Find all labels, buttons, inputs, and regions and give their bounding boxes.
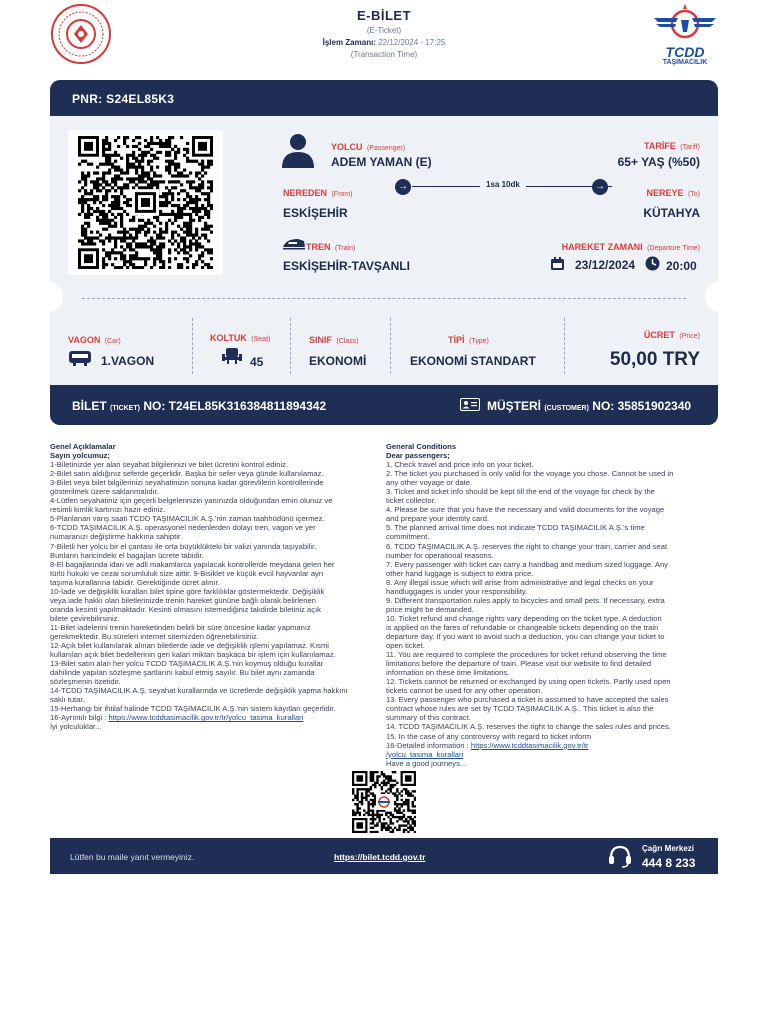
ticket-separator [82, 298, 686, 299]
logo-brand: TCDD [665, 44, 705, 60]
tariff-label-tr: TARİFE [643, 141, 676, 151]
condition-line: 6-TCDD TAŞIMACILIK A.Ş. operasyonel nedenlerden dolayı tren, vagon ve yer [50, 523, 316, 533]
type-value: EKONOMİ STANDART [410, 354, 536, 368]
no-reply-note: Lütfen bu maile yanıt vermeyiniz. [70, 852, 195, 862]
tcdd-logo [650, 2, 720, 68]
price-label [644, 325, 700, 343]
passenger-label-en: (Passenger) [366, 145, 406, 152]
column-divider [290, 318, 291, 374]
seat-label [210, 328, 270, 346]
conditions-turkish [50, 442, 370, 732]
to-value: KÜTAHYA [643, 206, 700, 220]
conditions-list [386, 460, 706, 750]
condition-line: limitations before the departure of train. Please visit our website to find detailed [386, 659, 652, 669]
condition-line: is applied on the fares of refundable or changeable tickets depending on the train [386, 622, 659, 632]
class-value: EKONOMİ [309, 354, 367, 368]
condition-line: any other voyage or date. [386, 478, 473, 488]
condition-line: 13. Every passenger who purchased a ticket is assumed to have accepted the sales [386, 695, 669, 705]
condition-line: türlü hukuki ve cezai sorumluluk size aittir. 9-Bisiklet ve küçük evcil hayvanlar ayrı [50, 568, 324, 578]
condition-line: 11-Bilet iadelerini trenin hareketinden belirli bir süre öncesine kadar yapmanız [50, 622, 311, 632]
ticket-label: BİLET [72, 399, 107, 413]
to-label-tr: NEREYE [646, 188, 684, 198]
wagon-label [68, 330, 121, 348]
small-qr-code [352, 771, 416, 833]
condition-line: commitment. [386, 532, 430, 542]
wagon-label-tr: VAGON [68, 335, 101, 345]
passenger-label-tr: YOLCU [331, 142, 363, 152]
rules-link-cont[interactable]: /yolcu_tasima_kurallari [386, 749, 464, 759]
tariff-label [644, 136, 700, 154]
conditions-subtitle: Dear passengers; [386, 451, 450, 461]
condition-line: 4. Please be sure that you have the necessary and valid documents for the voyage [386, 505, 665, 515]
id-card-icon [460, 398, 480, 411]
conditions-english [386, 442, 706, 768]
condition-line: 8. Any illegal issue which will arise from administrative and legal checks on your [386, 577, 654, 587]
from-label [283, 183, 352, 201]
column-divider [192, 318, 193, 374]
call-center-number[interactable]: 444 8 233 [642, 856, 696, 870]
from-label-tr: NEREDEN [283, 188, 328, 198]
condition-line: ticket collector. [386, 496, 436, 506]
clock-icon [645, 256, 660, 271]
condition-line: 16-Ayrıntılı bilgi : https://www.tcddtasimacilik.gov.tr/tr/yolcu_tasima_kurallari [50, 713, 304, 723]
condition-line: saklı tutar. [50, 695, 85, 705]
transaction-time [234, 38, 534, 47]
customer-number [487, 399, 691, 413]
seat-icon [221, 347, 243, 365]
condition-line: 12-Açık bilet kullanılarak alınan biletlerde iade ve değişiklik işlemi yapılamaz. Kısmi [50, 641, 329, 651]
tcdd-logo-icon [652, 2, 718, 42]
condition-line: gerekmektedir. Bu süreleri internet sitemizden öğrenebilirsiniz. [50, 631, 259, 641]
page-title: E-BİLET [356, 8, 412, 23]
condition-line: 5-Planlanan varış saati TCDD TAŞIMACILIK A.Ş.'nin zaman taahhüdünü içermez. [50, 514, 325, 524]
condition-line: contract whose rules are set by TCDD TAŞIMACILIK A.Ş.. This ticket is also the [386, 704, 654, 714]
seat-value: 45 [250, 355, 264, 369]
train-label [306, 237, 355, 255]
customer-no-value: 35851902340 [617, 399, 692, 413]
condition-line: open ticket. [386, 641, 425, 651]
website-link[interactable]: https://bilet.tcdd.gov.tr [334, 852, 426, 862]
wagon-label-en: (Car) [104, 338, 121, 345]
departure-date: 23/12/2024 [575, 258, 636, 272]
ticket-label-en: (TICKET) [110, 405, 140, 412]
rules-link[interactable]: https://www.tcddtasimacilik.gov.tr/tr [470, 740, 589, 750]
wagon-icon [68, 350, 92, 366]
ticket-number-bar [50, 385, 718, 425]
condition-line: taşıma kurallarına tabidir. Gerektiğinde ücret alınır. [50, 577, 220, 587]
conditions-link-row [386, 750, 706, 759]
condition-line: summary of this contract. [386, 713, 471, 723]
qr-code-icon [78, 136, 213, 269]
condition-line: 3. Ticket and ticket info should be kept till the end of the voyage for check by the [386, 487, 655, 497]
condition-line: 10. Ticket refund and change rights vary depending on the ticket type. A deduction [386, 613, 662, 623]
condition-line: dahilinde yapılan sözleşme şartlarını kabul etmiş sayılır. Bu bilet aynı zamanda [50, 668, 315, 678]
train-icon [282, 237, 306, 251]
condition-line: 14-TCDD TAŞIMACILIK A.Ş. seyahat kurallarında ve ücretlerde değişiklik yapma hakkını [50, 686, 348, 696]
condition-line: 1. Check travel and price info on your ticket. [386, 460, 534, 470]
condition-line: 5. The planned arrival time does not indicate TCDD TAŞIMACILIK A.Ş.'s time [386, 523, 645, 533]
condition-line: 13-Bilet satın alan her yolcu TCDD TAŞIMACILIK A.Ş.'nin koymuş olduğu kurallar [50, 659, 324, 669]
condition-line: oranda kesinti yapılmaktadır. Kesinti olmasını istemediğiniz takdirde biletiniz açık [50, 604, 321, 614]
customer-label: MÜŞTERİ [487, 399, 541, 413]
condition-line: 7. Every passenger with ticket can carry a handbag and medium sized luggage. Any [386, 559, 668, 569]
call-center-label: Çağrı Merkezi [642, 844, 695, 853]
seat-label-tr: KOLTUK [210, 333, 247, 343]
condition-line: 15. In the case of any controversy with regard to ticket inform [386, 731, 592, 741]
ticket-notch-right [705, 282, 718, 312]
condition-line: 7-Biletli her yolcu bir el çantası ile orta büyüklükteki bir valizi yanında taşıyabilir. [50, 541, 317, 551]
departure-arrow-icon: → [395, 179, 411, 195]
passenger-name: ADEM YAMAN (E) [331, 155, 432, 169]
transaction-time-en: (Transaction Time) [350, 50, 418, 59]
condition-line: 9. Different transportation rules apply to bicycles and small pets. If necessary, extra [386, 595, 665, 605]
ticket-number [72, 399, 326, 413]
to-label-en: (To) [687, 191, 700, 198]
price-value: 50,00 TRY [609, 349, 700, 370]
condition-line: tickets cannot be used for any other operation. [386, 686, 543, 696]
ticket-no-label: NO: [143, 399, 166, 413]
condition-line: and prepare your identity card. [386, 514, 489, 524]
condition-line: veya iade hakkı olan biletlerinizde trenin hareket gününe bağlı olarak belirlenen [50, 595, 316, 605]
condition-line: numaranızı değiştirme hakkına sahiptir. [50, 532, 183, 542]
from-label-en: (From) [331, 191, 353, 198]
seat-label-en: (Seat) [251, 336, 271, 343]
condition-line: 10-İade ve değişiklik kuralları bilet tipine göre farklılıklar göstermektedir. Değişiklik [50, 586, 325, 596]
condition-line: 11. You are required to complete the procedures for ticket refund observing the time [386, 650, 667, 660]
ticket-notch-left [50, 282, 63, 312]
condition-line: information on these time limitations. [386, 668, 510, 678]
logo-sub: TAŞIMACILIK [662, 59, 708, 66]
passenger-label [331, 137, 405, 155]
customer-no-label: NO: [592, 399, 615, 413]
departure-label [562, 237, 700, 255]
footer-bar [50, 838, 718, 874]
conditions-title: Genel Açıklamalar [50, 442, 116, 451]
column-divider [390, 318, 391, 374]
ticket-no-value: T24EL85K316384811894342 [168, 399, 327, 413]
conditions-list [50, 460, 370, 722]
passenger-icon [280, 132, 316, 168]
condition-line: number for operational reasons. [386, 550, 494, 560]
condition-line: 4-Lütfen seyahatiniz için geçerli belgelerinizin yanınızda olduğundan emin olunuz ve [50, 496, 333, 506]
conditions-closing: Have a good journeys... [386, 758, 467, 768]
condition-line: 12. Tickets cannot be returned or exchanged by using open tickets. Partly used open [386, 677, 671, 687]
price-label-tr: ÜCRET [643, 330, 675, 340]
price-label-en: (Price) [679, 333, 700, 340]
departure-label-en: (Departure Time) [647, 245, 700, 252]
qr-code-icon [352, 771, 416, 833]
conditions-title: General Conditions [386, 442, 457, 451]
transaction-label: İşlem Zamanı: [322, 38, 376, 47]
wagon-value: 1.VAGON [101, 354, 155, 368]
headset-icon [607, 844, 633, 868]
transaction-value: 22/12/2024 - 17:25 [378, 38, 446, 47]
condition-line: 16-Detailed information : https://www.tcddtasimacilik.gov.tr/tr [386, 740, 589, 750]
column-divider [564, 318, 565, 374]
class-label-en: (Class) [336, 338, 359, 345]
page-title-en: (E-Ticket) [366, 26, 402, 35]
condition-line: 1-Biletinizde yer alan seyahat bilgilerinizi ve bilet ücretini kontrol ediniz. [50, 460, 289, 470]
customer-label-en: (CUSTOMER) [544, 405, 589, 412]
departure-label-tr: HAREKET ZAMANI [561, 242, 643, 252]
train-value: ESKİŞEHİR-TAVŞANLI [283, 259, 410, 273]
condition-line: sözleşmenin özetidir. [50, 677, 121, 687]
conditions-closing: İyi yolculuklar... [50, 722, 102, 732]
condition-line: 3-Bilet veya bilet bilgilerinizi seyahatinizin sonuna kadar görevlilerin kontrollerinde [50, 478, 324, 488]
rules-link[interactable]: https://www.tcddtasimacilik.gov.tr/tr/yolcu_tasima_kurallari [108, 713, 304, 723]
departure-time: 20:00 [666, 259, 697, 273]
condition-line: 15-Herhangi bir ihtilaf halinde TCDD TAŞIMACILIK A.Ş.'nin sistem kayıtları geçerlidir. [50, 704, 336, 714]
condition-line: handluggages is under your responsibility. [386, 586, 528, 596]
train-label-en: (Train) [334, 245, 356, 252]
tariff-label-en: (Tariff) [680, 144, 700, 151]
condition-line: 6. TCDD TAŞIMACILIK A.Ş. reserves the right to change your train, carrier and seat [386, 541, 668, 551]
condition-line: 8-El bagajlarında idari ve adli makamlarca yapılacak kontrollerde meydana gelen her [50, 559, 335, 569]
condition-line: bilete çevirebilirsiniz. [50, 613, 120, 623]
condition-line: gösterilmek üzere saklanmalıdır. [50, 487, 159, 497]
arrival-arrow-icon: → [592, 179, 608, 195]
class-label [309, 330, 359, 348]
condition-line: 14. TCDD TAŞIMACILIK A.Ş. reserves the right to change the sales rules and prices. [386, 722, 671, 732]
ticket-card [50, 80, 718, 425]
type-label [448, 330, 489, 348]
conditions-subtitle: Sayın yolcumuz; [50, 451, 110, 461]
ticket-qr-code [68, 130, 223, 275]
from-value: ESKİŞEHİR [283, 206, 348, 220]
condition-line: other hand luggage is subject to extra price. [386, 568, 534, 578]
tariff-value: 65+ YAŞ (%50) [617, 155, 700, 169]
trip-duration: 1sa 10dk [480, 180, 526, 189]
condition-line: Bunların haricindeki el bagajları ücrete tabidir. [50, 550, 204, 560]
condition-line: 2. The ticket you purchased is only valid for the voyage you chose. Cannot be used in [386, 469, 674, 479]
type-label-tr: TİPİ [448, 335, 465, 345]
ministry-seal [50, 3, 112, 65]
calendar-icon [550, 256, 565, 271]
train-label-tr: TREN [306, 242, 331, 252]
class-label-tr: SINIF [309, 335, 333, 345]
condition-line: kullanılan açık bilet bedellerinin geri kalan miktarı başkaca bir işlem için kullanılamaz. [50, 650, 336, 660]
condition-line: price might be demanded. [386, 604, 474, 614]
document-header [234, 8, 534, 59]
type-label-en: (Type) [468, 338, 489, 345]
pnr-bar: PNR: S24EL85K3 [50, 80, 718, 116]
condition-line: 2-Bilet satın aldığınız seferde geçerlidir. Başka bir sefer veya günde kullanılamaz. [50, 469, 324, 479]
condition-line: departure day. If you want to avoid such a deduction, you can change your ticket to [386, 631, 665, 641]
to-label [646, 183, 700, 201]
condition-line: resimli kimlik kartınızı hazır ediniz. [50, 505, 166, 515]
